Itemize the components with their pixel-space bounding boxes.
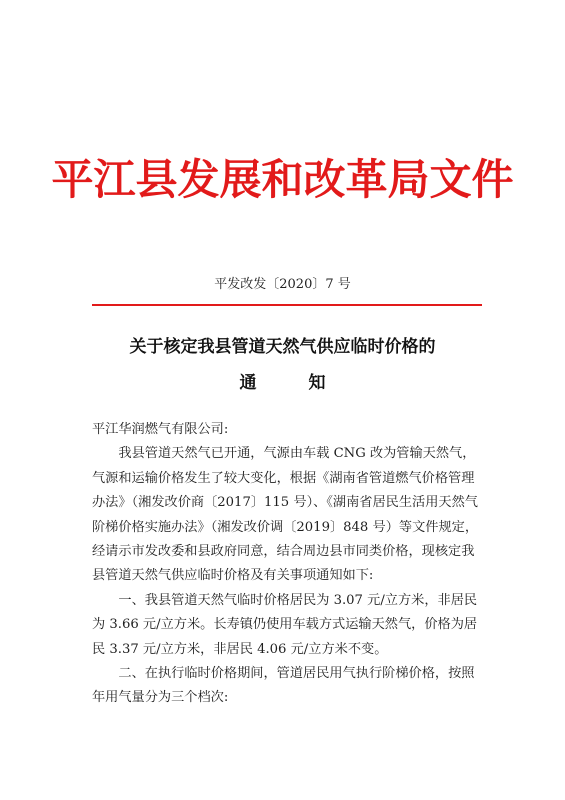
notice-title: 关于核定我县管道天然气供应临时价格的 <box>129 337 436 357</box>
body-paragraph-2: 一、我县管道天然气临时价格居民为 3.07 元/立方米，非居民为 3.66 元/立方米。长寿镇仍使用车载方式运输天然气，价格为居民 3.37 元/立方米，非居民 4.06 元/立方米不变。 <box>92 592 478 657</box>
notice-body <box>92 418 482 711</box>
notice-title-suffix: 通知 <box>239 373 378 393</box>
salutation: 平江华润燃气有限公司: <box>92 422 229 437</box>
red-divider-line <box>92 304 482 306</box>
body-paragraph-3: 二、在执行临时价格期间，管道居民用气执行阶梯价格，按照年用气量分为三个档次: <box>92 666 475 706</box>
document-number: 平发改发〔2020〕7 号 <box>214 277 351 292</box>
body-paragraph-1: 我县管道天然气已开通，气源由车载 CNG 改为管输天然气，气源和运输价格发生了较大变化，根据《湖南省管道燃气价格管理办法》（湘发改价商〔2017〕115 号）、《湖南省居民生活用天然气阶梯价格实施办法》（湘发改价调〔2019〕848 号）等文件规定，经请示市发改委和县政府同意，结合周边县市同类价格，现核定我县管道天然气供应临时价格及有关事项通知如下: <box>92 446 479 584</box>
document-masthead: 平江县发展和改革局文件 <box>51 155 514 204</box>
